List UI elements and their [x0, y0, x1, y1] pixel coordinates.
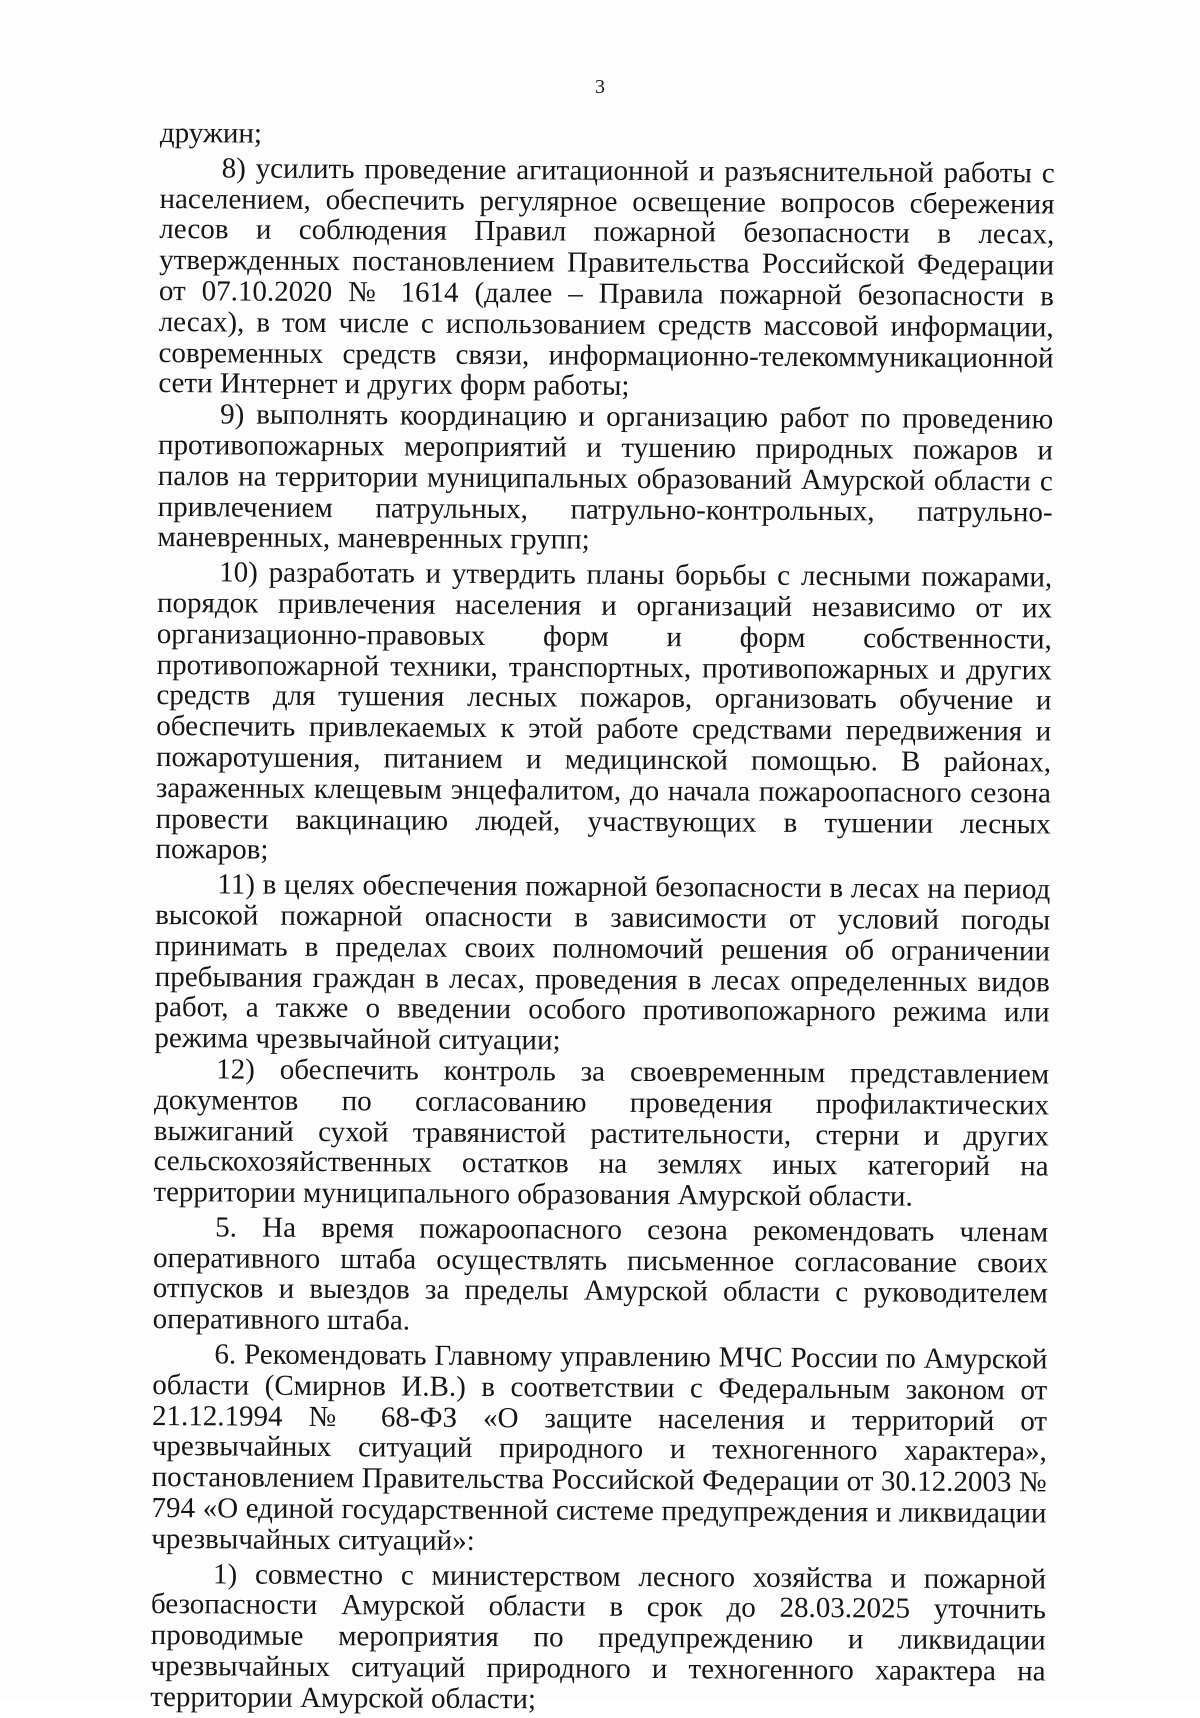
paragraph-section-5: 5. На время пожароопасного сезона рекомендовать членам оперативного штаба осуществлять письменное согласование своих отпусков и выездов за пределы Амурской области с руководителем оперативного штаба.: [152, 1211, 1049, 1337]
document-body: [150, 118, 1055, 1718]
paragraph-section-6: 6. Рекомендовать Главному управлению МЧС России по Амурской области (Смирнов И.В.) в соответствии с Федеральным законом от 21.12.1994 № 68-ФЗ «О защите населения и территорий от чрезвычайных ситуаций природного и техногенного характера», постановлением Правительства Российской Федерации от 30.12.2003 № 794 «О единой государственной системе предупреждения и ликвидации чрезвычайных ситуаций»:: [151, 1338, 1048, 1557]
paragraph-item-12: 12) обеспечить контроль за своевременным представлением документов по согласованию проведения профилактических выжиганий сухой травянистой растительности, стерни и других сельскохозяйственных остатков на землях иных категорий на территории муниципального образования Амурской области.: [153, 1053, 1050, 1213]
paragraph-continuation: дружин;: [159, 117, 263, 150]
paragraph-item-9: 9) выполнять координацию и организацию работ по проведению противопожарных мероприятий и тушению природных пожаров и палов на территории муниципальных образований Амурской области с привлечением патрульных, патрульно-контрольных, патрульно-маневренных, маневренных групп;: [157, 398, 1054, 556]
paragraph-section-6-item-1: 1) совместно с министерством лесного хозяйства и пожарной безопасности Амурской области в срок до 28.03.2025 уточнить проводимые мероприятия по предупреждению и ликвидации чрезвычайных ситуаций природного и техногенного характера на территории Амурской области;: [150, 1558, 1047, 1716]
paragraph-item-11: 11) в целях обеспечения пожарной безопасности в лесах на период высокой пожарной опасности в зависимости от условий погоды принимать в пределах своих полномочий решения об ограничении пребывания граждан в лесах, проведения в лесах определенных видов работ, а также о введении особого противопожарного режима или режима чрезвычайной ситуации;: [154, 868, 1051, 1057]
page-number: 3: [595, 76, 605, 98]
paragraph-item-10: 10) разработать и утвердить планы борьбы с лесными пожарами, порядок привлечения населения и организаций независимо от их организационно-правовых форм и форм собственности, противопожарной техники, транспортных, противопожарных и других средств для тушения лесных пожаров, организовать обучение и обеспечить привлекаемых к этой работе средствами передвижения и пожаротушения, питанием и медицинской помощью. В районах, зараженных клещевым энцефалитом, до начала пожароопасного сезона провести вакцинацию людей, участвующих в тушении лесных пожаров;: [155, 556, 1053, 867]
paragraph-item-8: 8) усилить проведение агитационной и разъяснительной работы с населением, обеспечить регулярное освещение вопросов сбережения лесов и соблюдения Правил пожарной безопасности в лесах, утвержденных постановлением Правительства Российской Федерации от 07.10.2020 № 1614 (далее – Правила пожарной безопасности в лесах), в том числе с использованием средств массовой информации, современных средств связи, информационно-телекоммуникационной сети Интернет и других форм работы;: [158, 152, 1055, 403]
